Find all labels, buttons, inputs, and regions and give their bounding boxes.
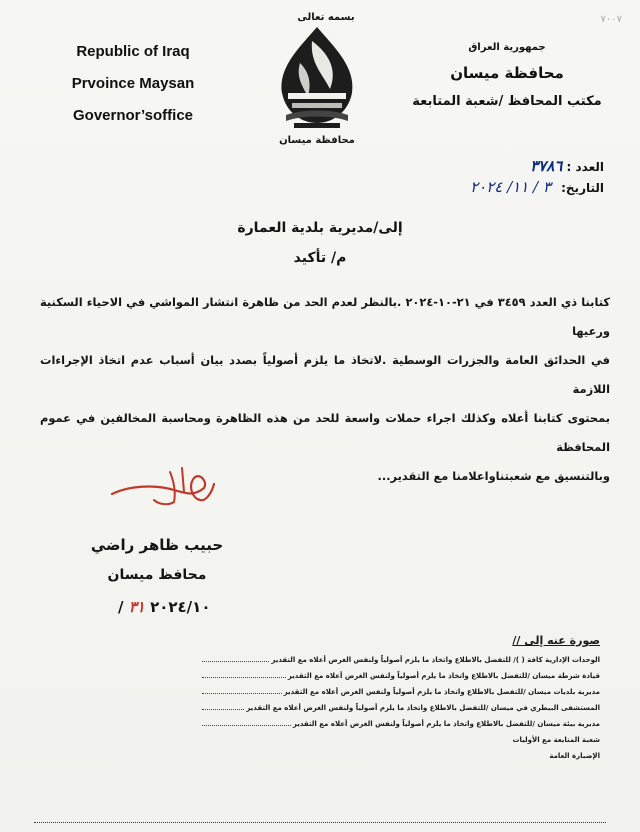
reference-date-row	[470, 177, 604, 198]
cc-heading: صورة عنه إلى //	[512, 634, 600, 647]
cc-item: الإضبارة العامة	[549, 752, 600, 760]
signature-icon	[108, 462, 218, 512]
footer-divider	[34, 822, 606, 823]
cc-item: مديرية بيئة ميسان /للتفضل بالاطلاع واتخاذ ما يلزم أصولياً ولنفس الغرض أعلاه مع التقدير	[200, 716, 600, 732]
subject: م/ تأكيد	[293, 250, 347, 266]
governorate-logo	[262, 12, 372, 162]
cc-item: الوحدات الإدارية كافة ( )/ للتفضل بالاطلاع واتخاذ ما يلزم أصولياً ولنفس الغرض أعلاه مع التقدير	[200, 652, 600, 668]
header-en-country: Republic of Iraq	[76, 43, 190, 60]
header-en-office: Governor’soffice	[72, 107, 194, 124]
signature-date-rest: / ٢٠٢٤/١٠	[118, 598, 211, 616]
header-ar-country: جمهورية العراق	[468, 42, 546, 53]
letter-body	[40, 288, 610, 491]
body-line: في الحدائق العامة والجزرات الوسطية .لاتخاذ ما يلزم أصولياً بصدد بيان أسباب عدم اتخاذ الإجراءات اللازمة	[40, 353, 610, 396]
reference-date-label: التاريخ:	[561, 181, 604, 195]
cc-item: المستشفى البيطري في ميسان /للتفضل بالاطلاع واتخاذ ما يلزم أصولياً ولنفس الغرض أعلاه مع التقدير	[200, 700, 600, 716]
corner-mark: ٧٠٠٧	[600, 14, 622, 25]
basmala: بسمه تعالى	[297, 12, 355, 23]
reference-number: ٣٧٨٦	[530, 157, 563, 175]
header-en-province: Prvoince Maysan	[71, 75, 195, 92]
reference-block	[470, 156, 604, 198]
cc-item: قيادة شرطة ميسان /للتفضل بالاطلاع واتخاذ ما يلزم أصولياً ولنفس الغرض أعلاه مع التقدير	[200, 668, 600, 684]
signature-date	[118, 598, 210, 616]
body-line: وبالتنسيق مع شعبتناواعلامنا مع التقدير...	[377, 469, 610, 483]
signature-date-day: ٣١	[128, 598, 145, 616]
header-english	[58, 36, 208, 132]
reference-date: ٣ / ١١/ ٢٠٢٤	[470, 178, 551, 196]
logo-caption: محافظة ميسان	[279, 135, 355, 146]
signatory-title: محافظ ميسان	[107, 567, 207, 583]
signatory-name: حبيب ظاهر راضي	[90, 536, 224, 554]
signatory-block	[82, 530, 232, 590]
body-line: بمحتوى كتابنا أعلاه وكذلك اجراء حملات واسعة للحد من هذه الظاهرة ومحاسبة المخالفين في عموم المحافظة	[40, 411, 610, 454]
logo-emblem-icon	[272, 23, 362, 135]
reference-number-label: العدد :	[566, 160, 604, 174]
cc-item: مديرية بلديات ميسان /للتفضل بالاطلاع واتخاذ ما يلزم أصولياً ولنفس الغرض أعلاه مع التقدير	[200, 684, 600, 700]
header-arabic	[402, 38, 612, 116]
header-ar-province: محافظة ميسان	[450, 64, 564, 82]
cc-list	[200, 632, 600, 764]
reference-number-row	[470, 156, 604, 177]
recipient: إلى/مديرية بلدية العمارة	[237, 220, 403, 236]
body-line: كتابنا ذي العدد ٣٤٥٩ في ٢١-١٠-٢٠٢٤ .بالنظر لعدم الحد من ظاهرة انتشار المواشي في الاحياء السكنية ورعيها	[40, 295, 610, 338]
header-ar-office: مكتب المحافظ /شعبة المتابعة	[412, 94, 602, 109]
cc-item: شعبة المتابعة مع الأوليات	[512, 736, 600, 744]
